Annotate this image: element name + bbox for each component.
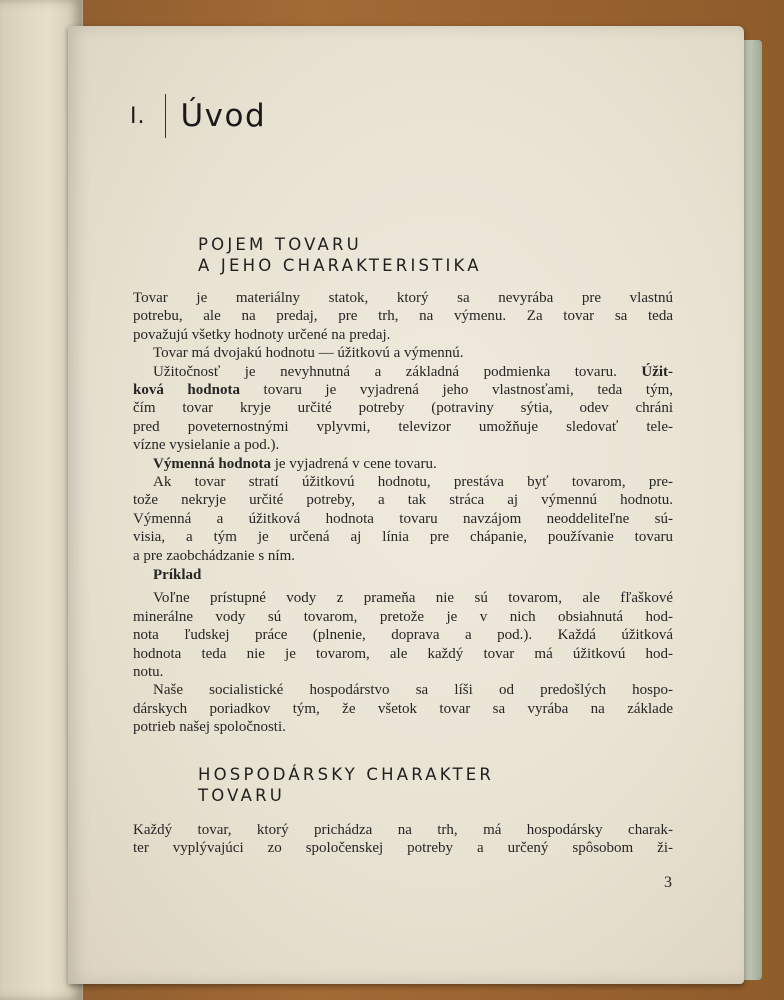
- bold-term: ková hodnota: [133, 382, 240, 399]
- section-heading-2: [198, 764, 494, 806]
- text-line: čím tovar kryje určité potreby (potraviny sýtia, odev chráni: [133, 400, 673, 417]
- text-line: Výmenná a úžitková hodnota tovaru navzájom neoddeliteľne sú-: [133, 510, 673, 527]
- text-line: a pre zaobchádzanie s ním.: [133, 547, 296, 564]
- bold-term: Úžit-: [641, 363, 674, 380]
- text-line: [133, 455, 673, 473]
- heading-line: TOVARU: [198, 786, 286, 805]
- text-line: Každý tovar, ktorý prichádza na trh, má hospodársky charak-: [133, 822, 673, 838]
- section-heading-1: [198, 234, 482, 276]
- text-line: tože nekryje určité potreby, a tak stráca aj výmennú hodnotu.: [133, 492, 673, 509]
- text-line: Tovar je materiálny statok, ktorý sa nevyrába pre vlastnú: [133, 290, 673, 306]
- text-line: potrieb našej spoločnosti.: [133, 719, 286, 736]
- text-line: hodnota teda nie je tovarom, ale každý tovar má úžitkovú hod-: [133, 645, 673, 662]
- chapter-divider: [165, 94, 166, 138]
- chapter-title: Úvod: [180, 98, 267, 134]
- heading-line: HOSPODÁRSKY CHARAKTER: [198, 765, 495, 784]
- chapter-header: [130, 94, 266, 138]
- text-line: [133, 363, 673, 381]
- chapter-number: I.: [130, 103, 146, 129]
- text-line: Naše socialistické hospodárstvo sa líši od predošlých hospo-: [153, 682, 673, 699]
- text-line: pred poveternostnými vplyvmi, televizor umožňuje sledovať tele-: [133, 418, 673, 435]
- text-line: potrebu, ale na predaj, pre trh, na výmenu. Za tovar sa teda: [133, 308, 673, 325]
- text-line: minerálne vody sú tovarom, pretože je v nich obsiahnutá hod-: [133, 608, 673, 625]
- text-line: vízne vysielanie a pod.).: [133, 437, 280, 454]
- text-line: [133, 381, 673, 399]
- text-line: nota ľudskej práce (plnenie, doprava a pod.). Každá úžitková: [133, 627, 673, 644]
- heading-line: POJEM TOVARU: [198, 235, 362, 254]
- text-line: Tovar má dvojakú hodnotu — úžitkovú a výmennú.: [153, 345, 464, 362]
- section-2-body: [133, 821, 673, 858]
- text-line: visia, a tým je určená aj línia pre chápanie, používanie tovaru: [133, 529, 673, 546]
- text-line: považujú všetky hodnoty určené na predaj.: [133, 326, 391, 343]
- section-1-body: [133, 289, 673, 565]
- text-line: notu.: [133, 664, 164, 681]
- text-span: tovaru je vyjadrená jeho vlastnosťami, teda tým,: [263, 382, 673, 399]
- text-line: Voľne prístupné vody z prameňa nie sú tovarom, ale fľaškové: [153, 590, 673, 607]
- example-label: Príklad: [153, 567, 202, 583]
- heading-line: A JEHO CHARAKTERISTIKA: [198, 256, 482, 275]
- text-span: je vyjadrená v cene tovaru.: [274, 455, 437, 472]
- page-number: 3: [664, 874, 672, 891]
- text-span: Užitočnosť je nevyhnutná a základná podmienka tovaru.: [153, 363, 617, 380]
- text-line: ter vyplývajúci zo spoločenskej potreby a určený spôsobom ži-: [133, 840, 673, 857]
- bold-term: Výmenná hodnota: [153, 455, 271, 472]
- text-line: dárskych poriadkov tým, že všetok tovar sa vyrába na základe: [133, 700, 673, 717]
- text-line: Ak tovar stratí úžitkovú hodnotu, prestáva byť tovarom, pre-: [153, 474, 673, 491]
- example-block: [133, 566, 673, 737]
